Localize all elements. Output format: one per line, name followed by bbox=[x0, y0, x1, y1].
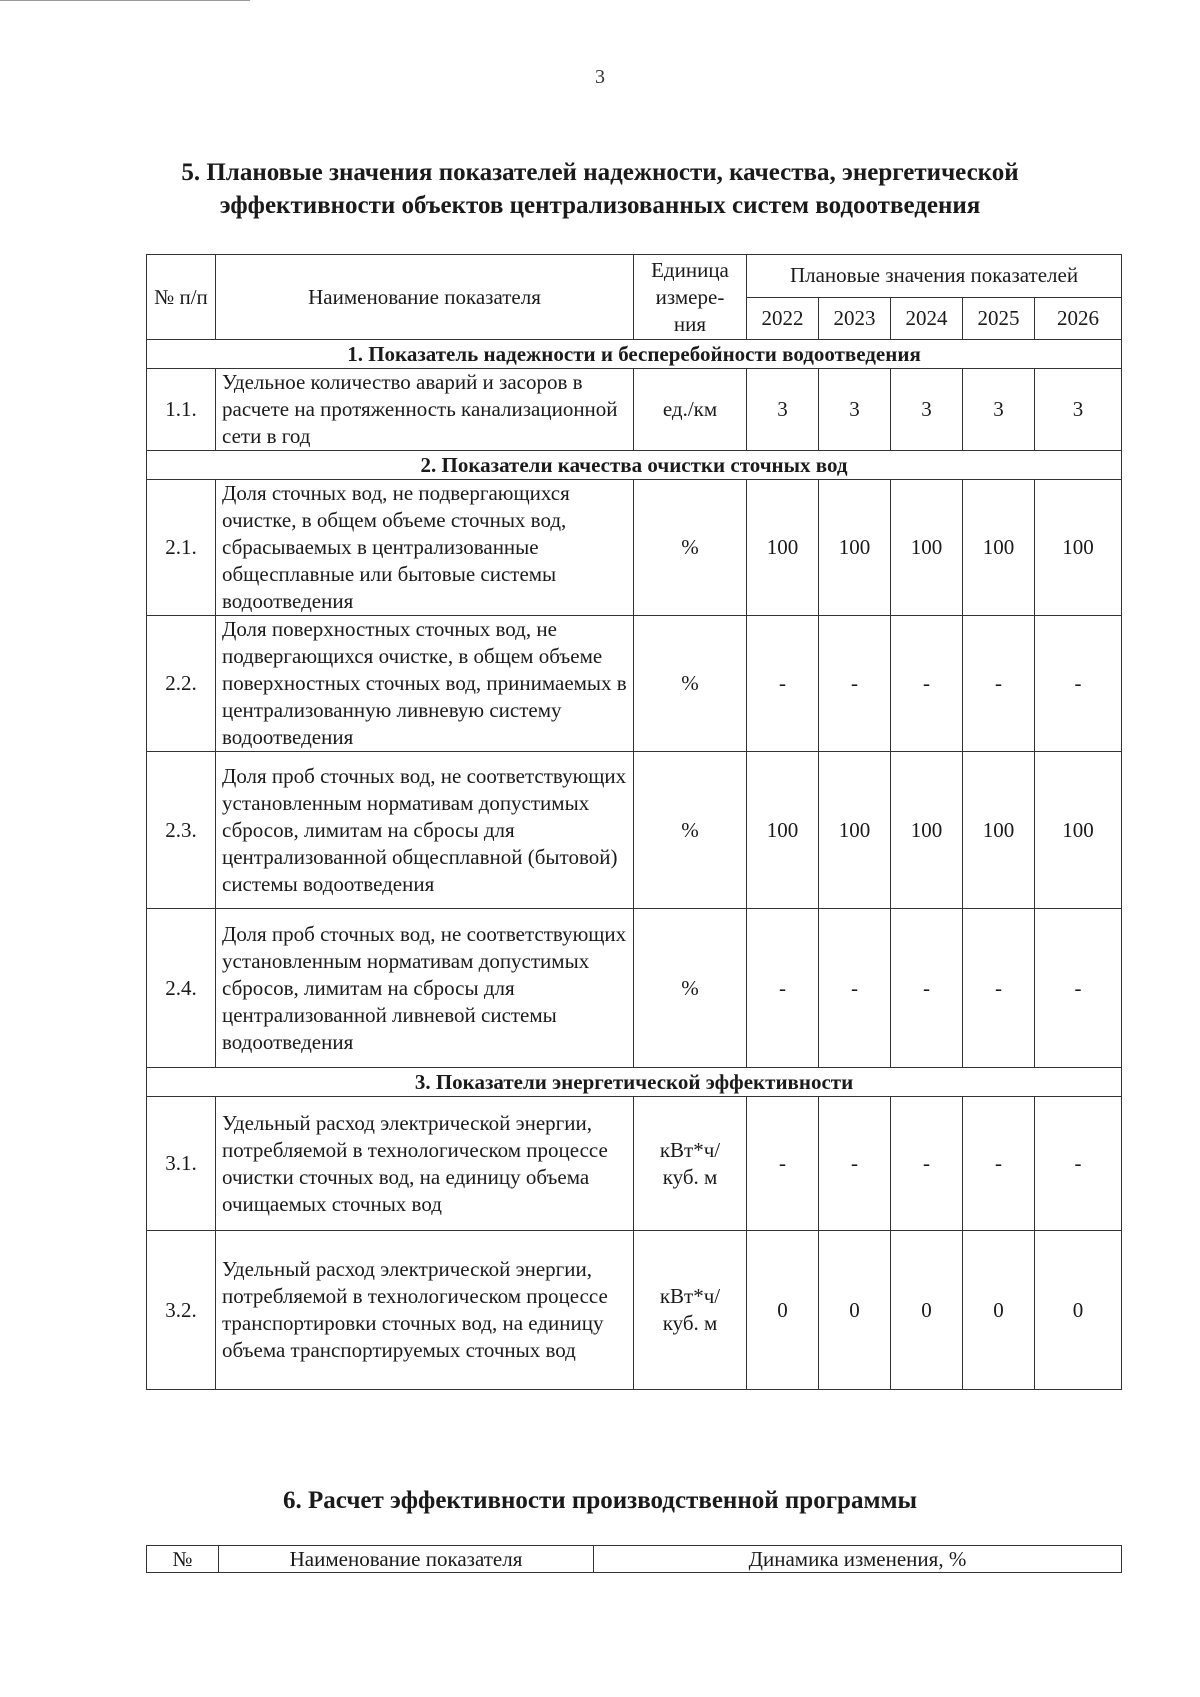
value-cell: 0 bbox=[747, 1231, 819, 1390]
value-cell: 100 bbox=[891, 752, 963, 909]
table-row bbox=[147, 1231, 1122, 1390]
section-6-title: 6. Расчет эффективности производственной программы bbox=[282, 1487, 918, 1514]
table-row bbox=[147, 616, 1122, 752]
section-5-title-line-1: 5. Плановые значения показателей надежности, качества, энергетической bbox=[181, 159, 1019, 186]
value-cell: 3 bbox=[819, 369, 891, 451]
row-number: 2.2. bbox=[147, 616, 216, 752]
value-cell: 100 bbox=[819, 752, 891, 909]
value-cell: - bbox=[891, 909, 963, 1068]
value-cell: 100 bbox=[963, 480, 1035, 616]
indicator-name: Удельное количество аварий и засоров в расчете на протяженность канализационной сети в год bbox=[216, 369, 634, 451]
value-cell: 0 bbox=[963, 1231, 1035, 1390]
header-plan-values: Плановые значения показателей bbox=[747, 255, 1122, 298]
group-row bbox=[147, 340, 1122, 369]
efficiency-table bbox=[146, 1545, 1122, 1573]
header-year: 2026 bbox=[1035, 297, 1122, 340]
value-cell: - bbox=[747, 1097, 819, 1231]
unit-cell: ед./км bbox=[634, 369, 747, 451]
indicator-name: Доля проб сточных вод, не соответствующих установленным нормативам допустимых сбросов, лимитам на сбросы для централизованной ливневой системы водоотведения bbox=[216, 909, 634, 1068]
value-cell: - bbox=[819, 616, 891, 752]
value-cell: - bbox=[963, 1097, 1035, 1231]
header-row-1 bbox=[147, 255, 1122, 298]
unit-cell: кВт*ч/ куб. м bbox=[634, 1097, 747, 1231]
value-cell: - bbox=[747, 616, 819, 752]
group-title: 1. Показатель надежности и бесперебойности водоотведения bbox=[147, 340, 1122, 369]
indicator-name: Удельный расход электрической энергии, потребляемой в технологическом процессе очистки сточных вод, на единицу объема очищаемых сточных вод bbox=[216, 1097, 634, 1231]
header-year: 2025 bbox=[963, 297, 1035, 340]
value-cell: - bbox=[819, 909, 891, 1068]
efficiency-header-name: Наименование показателя bbox=[219, 1546, 594, 1573]
value-cell: 100 bbox=[891, 480, 963, 616]
efficiency-header-num: № bbox=[147, 1546, 219, 1573]
value-cell: 3 bbox=[891, 369, 963, 451]
value-cell: 3 bbox=[963, 369, 1035, 451]
row-number: 1.1. bbox=[147, 369, 216, 451]
row-number: 2.3. bbox=[147, 752, 216, 909]
row-number: 2.4. bbox=[147, 909, 216, 1068]
indicator-name: Удельный расход электрической энергии, потребляемой в технологическом процессе транспортировки сточных вод, на единицу объема транспортируемых сточных вод bbox=[216, 1231, 634, 1390]
row-number: 3.1. bbox=[147, 1097, 216, 1231]
value-cell: - bbox=[747, 909, 819, 1068]
header-name: Наименование показателя bbox=[216, 255, 634, 340]
value-cell: - bbox=[1035, 909, 1122, 1068]
scan-edge-mark bbox=[0, 0, 250, 4]
table-row bbox=[147, 480, 1122, 616]
value-cell: - bbox=[963, 909, 1035, 1068]
group-row bbox=[147, 1068, 1122, 1097]
efficiency-header-dynamics: Динамика изменения, % bbox=[594, 1546, 1122, 1573]
unit-cell: % bbox=[634, 616, 747, 752]
value-cell: - bbox=[891, 1097, 963, 1231]
header-unit: Единица измере-ния bbox=[634, 255, 747, 340]
row-number: 2.1. bbox=[147, 480, 216, 616]
unit-cell: % bbox=[634, 480, 747, 616]
section-5-title-line-2: эффективности объектов централизованных систем водоотведения bbox=[219, 192, 981, 219]
value-cell: 0 bbox=[891, 1231, 963, 1390]
row-number: 3.2. bbox=[147, 1231, 216, 1390]
header-year: 2023 bbox=[819, 297, 891, 340]
unit-cell: % bbox=[634, 752, 747, 909]
indicators-table bbox=[146, 254, 1122, 1390]
value-cell: 100 bbox=[1035, 480, 1122, 616]
value-cell: - bbox=[963, 616, 1035, 752]
header-year: 2024 bbox=[891, 297, 963, 340]
table-row bbox=[147, 752, 1122, 909]
table-row bbox=[147, 369, 1122, 451]
table-row bbox=[147, 909, 1122, 1068]
section-5-title bbox=[0, 156, 1200, 222]
value-cell: 100 bbox=[747, 480, 819, 616]
value-cell: - bbox=[1035, 616, 1122, 752]
group-title: 3. Показатели энергетической эффективности bbox=[147, 1068, 1122, 1097]
value-cell: 3 bbox=[1035, 369, 1122, 451]
indicators-table-body bbox=[147, 255, 1122, 1390]
header-year: 2022 bbox=[747, 297, 819, 340]
value-cell: 100 bbox=[963, 752, 1035, 909]
header-num: № п/п bbox=[147, 255, 216, 340]
unit-cell: кВт*ч/ куб. м bbox=[634, 1231, 747, 1390]
indicator-name: Доля сточных вод, не подвергающихся очистке, в общем объеме сточных вод, сбрасываемых в централизованные общесплавные или бытовые системы водоотведения bbox=[216, 480, 634, 616]
value-cell: 3 bbox=[747, 369, 819, 451]
indicator-name: Доля поверхностных сточных вод, не подвергающихся очистке, в общем объеме поверхностных сточных вод, принимаемых в централизованную ливневую систему водоотведения bbox=[216, 616, 634, 752]
value-cell: 100 bbox=[747, 752, 819, 909]
page-number: 3 bbox=[595, 66, 605, 88]
unit-cell: % bbox=[634, 909, 747, 1068]
group-title: 2. Показатели качества очистки сточных вод bbox=[147, 451, 1122, 480]
value-cell: 0 bbox=[1035, 1231, 1122, 1390]
value-cell: - bbox=[819, 1097, 891, 1231]
table-row bbox=[147, 1097, 1122, 1231]
group-row bbox=[147, 451, 1122, 480]
value-cell: 100 bbox=[819, 480, 891, 616]
value-cell: - bbox=[891, 616, 963, 752]
value-cell: 0 bbox=[819, 1231, 891, 1390]
indicator-name: Доля проб сточных вод, не соответствующих установленным нормативам допустимых сбросов, лимитам на сбросы для централизованной общесплавной (бытовой) системы водоотведения bbox=[216, 752, 634, 909]
efficiency-header-row bbox=[147, 1546, 1122, 1573]
value-cell: 100 bbox=[1035, 752, 1122, 909]
value-cell: - bbox=[1035, 1097, 1122, 1231]
